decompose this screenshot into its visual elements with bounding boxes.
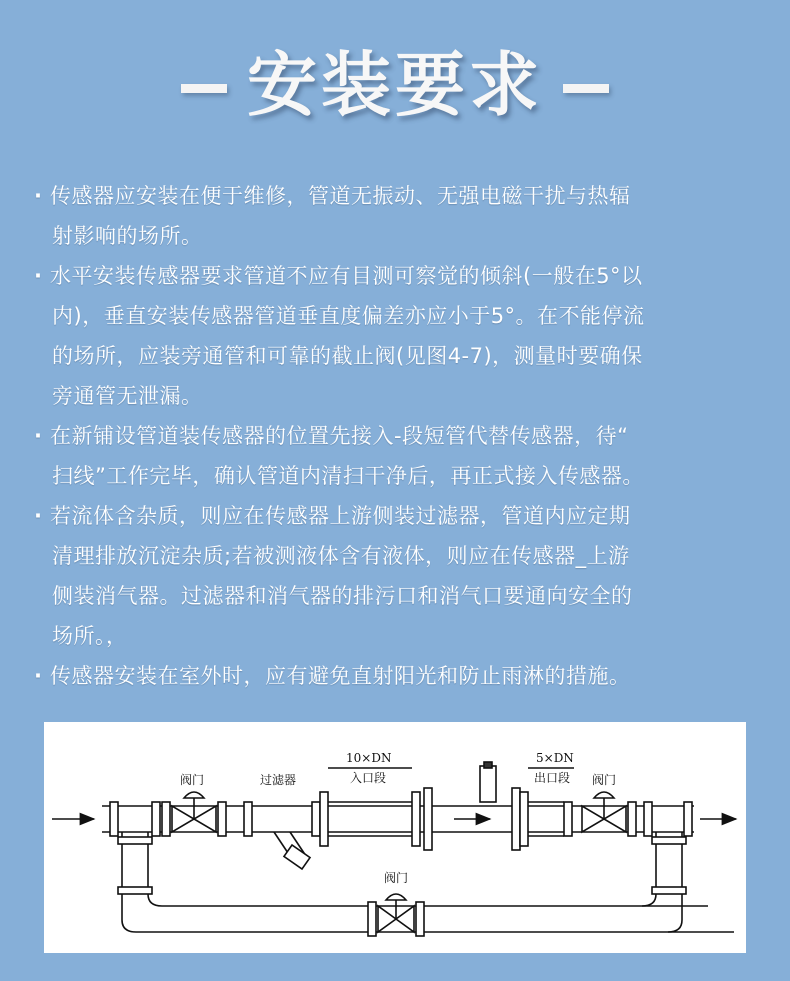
list-item (30, 416, 770, 496)
item-line: 传感器安装在室外时，应有避免直射阳光和防止雨淋的措施。 (50, 664, 631, 688)
bullet: · (34, 184, 43, 208)
outlet-name-label: 出口段 (534, 771, 571, 785)
inlet-length-label: 10×DN (346, 751, 392, 765)
bullet: · (34, 264, 43, 288)
item-line: 水平安装传感器要求管道不应有目测可察觉的倾斜(一般在5°以 (50, 264, 643, 288)
title-bar (0, 40, 790, 130)
list-item (30, 256, 770, 416)
outlet-length-label: 5×DN (536, 751, 574, 765)
requirements-list (30, 176, 770, 696)
item-line: 在新铺设管道装传感器的位置先接入-段短管代替传感器，待“ (50, 424, 629, 448)
item-line: 扫线”工作完毕，确认管道内清扫干净后，再正式接入传感器。 (52, 464, 644, 488)
item-line: 旁通管无泄漏。 (52, 384, 203, 408)
item-line: 清理排放沉淀杂质;若被测液体含有液体，则应在传感器_上游 (52, 544, 630, 568)
list-item (30, 496, 770, 656)
pipe-diagram-svg (44, 722, 746, 953)
item-line: 场所。， (52, 624, 128, 648)
list-item (30, 176, 770, 256)
item-line: 若流体含杂质，则应在传感器上游侧装过滤器，管道内应定期 (50, 504, 631, 528)
installation-diagram (44, 722, 746, 953)
item-line: 的场所，应装旁通管和可靠的截止阀(见图4-7)，测量时要确保 (52, 344, 643, 368)
item-line: 射影响的场所。 (52, 224, 203, 248)
inlet-name-label: 入口段 (350, 771, 387, 785)
title-dash-right (563, 84, 609, 93)
valve-left-label: 阀门 (180, 773, 205, 787)
bullet: · (34, 424, 43, 448)
bullet: · (34, 664, 43, 688)
filter-label: 过滤器 (260, 773, 297, 787)
list-item (30, 656, 770, 696)
item-line: 传感器应安装在便于维修，管道无振动、无强电磁干扰与热辐 (50, 184, 631, 208)
item-line: 内)，垂直安装传感器管道垂直度偏差亦应小于5°。在不能停流 (52, 304, 645, 328)
valve-right-label: 阀门 (592, 773, 617, 787)
page-title: 安装要求 (247, 44, 543, 126)
item-line: 侧装消气器。过滤器和消气器的排污口和消气口要通向安全的 (52, 584, 633, 608)
bullet: · (34, 504, 43, 528)
title-dash-left (181, 84, 227, 93)
valve-bypass-label: 阀门 (384, 871, 409, 885)
